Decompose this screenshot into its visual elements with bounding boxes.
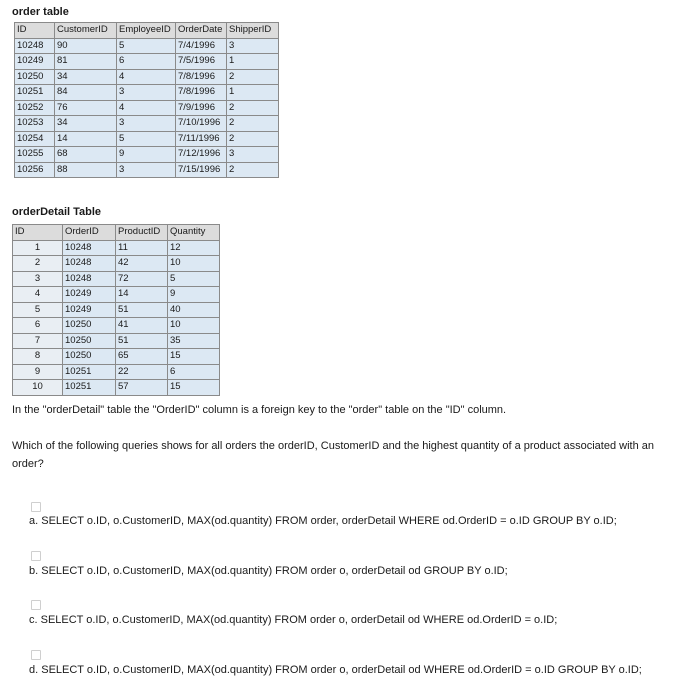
detail-table-row-cell: 22 [116, 364, 168, 380]
detail-table-row-cell: 15 [168, 380, 220, 396]
detail-table-row-cell: 10250 [63, 318, 116, 334]
detail-header-orderid: OrderID [63, 225, 116, 241]
order-table-row-cell: 81 [55, 54, 117, 70]
detail-table-row-cell: 6 [168, 364, 220, 380]
detail-header-productid: ProductID [116, 225, 168, 241]
order-table-row-cell: 88 [55, 162, 117, 178]
question-text: Which of the following queries shows for all orders the orderID, CustomerID and the highest quantity of a product associated with an order? [12, 440, 655, 470]
detail-table-row [13, 318, 220, 334]
detail-table-row [13, 256, 220, 272]
option-a-checkbox[interactable] [31, 502, 41, 512]
order-table-row-cell: 10255 [15, 147, 55, 163]
detail-table-row-cell: 10249 [63, 302, 116, 318]
detail-table-row-cell: 65 [116, 349, 168, 365]
detail-table-row [13, 364, 220, 380]
order-table-row-cell: 7/8/1996 [176, 69, 227, 85]
order-table-row [15, 162, 279, 178]
option-c-checkbox[interactable] [31, 600, 41, 610]
detail-table-row-cell: 8 [13, 349, 63, 365]
order-table-title: order table [12, 6, 69, 18]
detail-table-row-cell: 9 [13, 364, 63, 380]
option-b-checkbox[interactable] [31, 551, 41, 561]
order-table-row-cell: 9 [117, 147, 176, 163]
detail-table-row [13, 271, 220, 287]
order-table-row [15, 131, 279, 147]
detail-table-row [13, 287, 220, 303]
order-table-row-cell: 4 [117, 100, 176, 116]
order-table-row-cell: 10251 [15, 85, 55, 101]
order-table-row-cell: 5 [117, 38, 176, 54]
order-table-row-cell: 3 [227, 147, 279, 163]
detail-table-row-cell: 6 [13, 318, 63, 334]
order-table-row-cell: 84 [55, 85, 117, 101]
option-d-checkbox[interactable] [31, 650, 41, 660]
detail-table-row-cell: 10250 [63, 349, 116, 365]
detail-table-row [13, 349, 220, 365]
detail-table-row-cell: 51 [116, 302, 168, 318]
detail-header-quantity: Quantity [168, 225, 220, 241]
order-header-orderdate: OrderDate [176, 23, 227, 39]
order-table-row-cell: 10249 [15, 54, 55, 70]
detail-table-row-cell: 57 [116, 380, 168, 396]
detail-table-row-cell: 2 [13, 256, 63, 272]
detail-table-row-cell: 10 [13, 380, 63, 396]
foreign-key-note: In the "orderDetail" table the "OrderID" column is a foreign key to the "order" table on the "ID" column. [12, 404, 507, 416]
order-table-row-cell: 10253 [15, 116, 55, 132]
order-table-row [15, 69, 279, 85]
order-table-row [15, 54, 279, 70]
order-table-row-cell: 2 [227, 131, 279, 147]
detail-table-row-cell: 1 [13, 240, 63, 256]
order-table-row-cell: 34 [55, 69, 117, 85]
order-header-shipperid: ShipperID [227, 23, 279, 39]
order-table-row-cell: 3 [117, 116, 176, 132]
detail-table-row-cell: 51 [116, 333, 168, 349]
detail-table-header-row [13, 225, 220, 241]
order-table-row [15, 85, 279, 101]
order-table-row-cell: 2 [227, 116, 279, 132]
order-table-row-cell: 7/5/1996 [176, 54, 227, 70]
order-table-row-cell: 76 [55, 100, 117, 116]
detail-table-row-cell: 72 [116, 271, 168, 287]
detail-table-row [13, 380, 220, 396]
detail-table-row-cell: 10250 [63, 333, 116, 349]
detail-table-row-cell: 40 [168, 302, 220, 318]
detail-table-row [13, 240, 220, 256]
detail-table-row-cell: 35 [168, 333, 220, 349]
detail-table-row-cell: 10248 [63, 271, 116, 287]
detail-table-row [13, 302, 220, 318]
order-table [14, 22, 279, 178]
order-table-row-cell: 7/10/1996 [176, 116, 227, 132]
detail-table-row-cell: 10251 [63, 380, 116, 396]
order-table-row-cell: 3 [117, 162, 176, 178]
option-a-label[interactable]: a. SELECT o.ID, o.CustomerID, MAX(od.quantity) FROM order, orderDetail WHERE od.OrderID = o.ID GROUP BY o.ID; [29, 515, 617, 527]
order-header-id: ID [15, 23, 55, 39]
order-table-row-cell: 10252 [15, 100, 55, 116]
order-table-row-cell: 5 [117, 131, 176, 147]
order-table-row-cell: 2 [227, 100, 279, 116]
order-table-row [15, 116, 279, 132]
detail-table-row-cell: 5 [168, 271, 220, 287]
order-table-row-cell: 3 [227, 38, 279, 54]
order-table-row-cell: 10256 [15, 162, 55, 178]
order-table-row-cell: 7/12/1996 [176, 147, 227, 163]
detail-table-row-cell: 10249 [63, 287, 116, 303]
order-table-row-cell: 34 [55, 116, 117, 132]
detail-table-row-cell: 14 [116, 287, 168, 303]
order-table-row [15, 147, 279, 163]
order-table-row-cell: 7/4/1996 [176, 38, 227, 54]
order-table-row-cell: 1 [227, 54, 279, 70]
order-table-header-row [15, 23, 279, 39]
order-table-row-cell: 90 [55, 38, 117, 54]
detail-table-row-cell: 7 [13, 333, 63, 349]
detail-table-row-cell: 15 [168, 349, 220, 365]
option-d-label[interactable]: d. SELECT o.ID, o.CustomerID, MAX(od.quantity) FROM order o, orderDetail od WHERE od.OrderID = o.ID GROUP BY o.ID; [29, 664, 642, 676]
order-table-row-cell: 68 [55, 147, 117, 163]
order-table-row [15, 100, 279, 116]
detail-table-row-cell: 10 [168, 256, 220, 272]
detail-table-row-cell: 10248 [63, 240, 116, 256]
order-table-row-cell: 14 [55, 131, 117, 147]
order-table-row [15, 38, 279, 54]
order-table-row-cell: 3 [117, 85, 176, 101]
detail-table-row-cell: 10 [168, 318, 220, 334]
orderdetail-table [12, 224, 220, 396]
order-table-row-cell: 7/11/1996 [176, 131, 227, 147]
detail-table-row-cell: 9 [168, 287, 220, 303]
detail-table-row-cell: 5 [13, 302, 63, 318]
option-c-label[interactable]: c. SELECT o.ID, o.CustomerID, MAX(od.quantity) FROM order o, orderDetail od WHERE od.OrderID = o.ID; [29, 614, 558, 626]
detail-table-row [13, 333, 220, 349]
order-table-row-cell: 6 [117, 54, 176, 70]
order-table-row-cell: 10250 [15, 69, 55, 85]
detail-table-row-cell: 12 [168, 240, 220, 256]
detail-header-id: ID [13, 225, 63, 241]
detail-table-row-cell: 10248 [63, 256, 116, 272]
detail-table-row-cell: 3 [13, 271, 63, 287]
order-table-row-cell: 10248 [15, 38, 55, 54]
detail-table-row-cell: 42 [116, 256, 168, 272]
order-header-customerid: CustomerID [55, 23, 117, 39]
detail-table-row-cell: 10251 [63, 364, 116, 380]
option-b-label[interactable]: b. SELECT o.ID, o.CustomerID, MAX(od.quantity) FROM order o, orderDetail od GROUP BY o.ID; [29, 565, 508, 577]
order-table-row-cell: 7/8/1996 [176, 85, 227, 101]
order-table-row-cell: 2 [227, 162, 279, 178]
order-table-row-cell: 7/9/1996 [176, 100, 227, 116]
order-table-row-cell: 10254 [15, 131, 55, 147]
order-table-row-cell: 4 [117, 69, 176, 85]
detail-table-row-cell: 4 [13, 287, 63, 303]
order-table-row-cell: 2 [227, 69, 279, 85]
order-table-row-cell: 7/15/1996 [176, 162, 227, 178]
detail-table-title: orderDetail Table [12, 206, 102, 218]
order-table-row-cell: 1 [227, 85, 279, 101]
detail-table-row-cell: 11 [116, 240, 168, 256]
detail-table-row-cell: 41 [116, 318, 168, 334]
order-header-employeeid: EmployeeID [117, 23, 176, 39]
